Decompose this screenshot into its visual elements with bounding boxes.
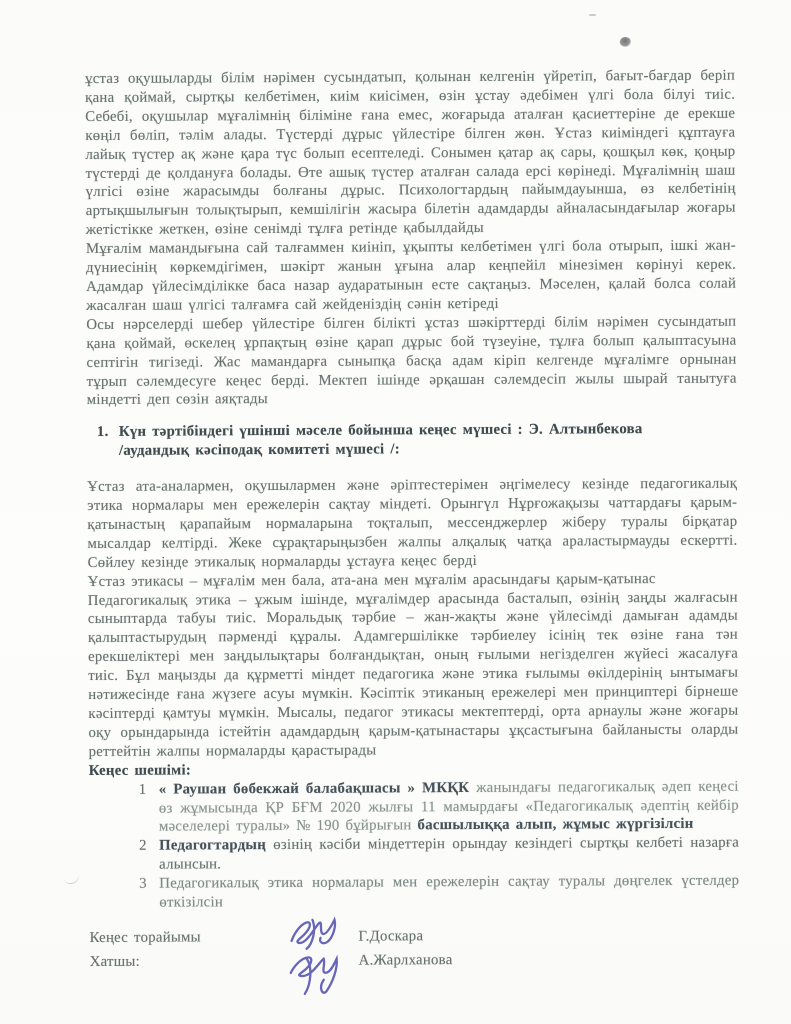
- agenda-item-line1: Күн тәртібіндегі үшінші мәселе бойынша кеңес мүшесі : Э. Алтынбекова: [118, 421, 643, 441]
- decision-item-1-text-faded: жанындағы педагогикалық әдеп кеңесі өз жұмысында ҚР БҒМ 2020 жылғы 11 мамырдағы «Педагогикалық әдептің кейбір мәселелері туралы» № 190 бұйрығын: [158, 778, 739, 836]
- body-paragraph-2: Мұғалім мамандығына сай талғаммен киініп, ұқыпты келбетімен үлгі бола отырып, ішкі жан-дүниесінің көркемдігімен, шәкірт жанын ұғына алар кеңпейіл мінезімен көрінуі керек. Адамдар үйлесімділікке баса назар аударатынын есте сақтаңыз. Мәселен, қалай болса солай жасалған шаш үлгісі талғамға сай жейденіздің сәнін кетіреді: [85, 237, 737, 314]
- scan-artifact-dash: [589, 14, 596, 16]
- secretary-name: А.Жарлханова: [358, 952, 453, 970]
- decision-item-2-text-bold-lead: Педагогтардың: [159, 837, 267, 854]
- agenda-item-number: 1.: [96, 424, 109, 441]
- body-paragraph-1: ұстаз оқушыларды білім нәрімен сусындатып, қолынан келгенін үйретіп, бағыт-бағдар беріп қана қоймай, сыртқы келбетімен, киім киісімен, өзін ұстау әдебімен үлгі бола білуі тиіс. Себебі, оқушылар мұғалімнің біліміне ғана емес, жоғарыда аталған қасиеттеріне де ерекше көңіл бөліп, тәлім алады. Түстерді дұрыс үйлестіре білген жөн. Ұстаз киіміндегі құптауға лайық түстер ақ және қара түс болып есептеледі. Сонымен қатар ақ сары, қошқыл көк, қоңыр түстерді де қолдануға болады. Өте ашық түстер аталған салада ерсі көрінеді. Мұғалімнің шаш үлгісі өзіне жарасымды болғаны дұрыс. Психологтардың пайымдауынша, өз келбетінің артықшылығын толықтырып, кемшілігін жасыра білетін адамдарды айналасындағылар жоғары жетістікке жеткен, өзіне сенімді тұлға ретінде қабылдайды: [85, 67, 736, 239]
- margin-pencil-mark: [63, 872, 80, 885]
- decision-item-1-text-bold-tail: басшылыққа алып, жұмыс жүргізілсін: [411, 816, 694, 834]
- decision-item-2-number: 2: [139, 838, 147, 855]
- chair-name: Г.Доскара: [358, 928, 424, 945]
- decision-heading: Кеңес шешімі:: [88, 762, 192, 779]
- agenda-item-line2: /аудандық кәсіподақ комитеті мүшесі /:: [118, 441, 400, 460]
- decision-list: [89, 777, 740, 913]
- decision-item-1-text-bold-lead: « Раушан бөбекжай балабақшасы » МКҚК: [158, 779, 470, 798]
- ink-smudge: [619, 35, 633, 48]
- document-text-block: [85, 67, 740, 975]
- body-paragraph-6: Педагогикалық этика – ұжым ішінде, мұғалімдер арасында басталып, өзінің заңды жалғасын сыныптарда табуы тиіс. Моральдық тәрбие – жан-жақты және үйлесімді дамыған адамды қалыптастырудың пәрменді құралы. Адамгершілікке тәрбиелеу ісінің тек өзіне ғана тән ерекшеліктері мен заңдылықтары болғандықтан, оның ғылыми негізделген жүйесі жасалуға тиіс. Бұл маңызды да құрметті міндет педагогика және этика ғылымы өкілдерінің ынтымағы нәтижесінде ғана жүзеге асуы мүмкін. Кәсіптік этиканың ережелері мен принциптері бірнеше кәсіптерді қамтуы мүмкін. Мысалы, педагог этикасы мектептерді, орта арнаулы және жоғары оқу орындарында істейтін адамдардың қарым-қатынастары ұқсастығына байланысты оларды реттейтін жалпы нормаларды қарастырады: [87, 589, 739, 760]
- decision-item-2: [137, 834, 739, 875]
- body-paragraph-5: Ұстаз этикасы – мұғалім мен бала, ата-ана мен мұғалім арасындағы қарым-қатынас: [87, 570, 656, 590]
- chair-signature-row: [89, 923, 739, 951]
- agenda-item-heading: [97, 420, 737, 461]
- decision-item-2-text: өзінің кәсіби міндеттерін орындау кезіндегі сыртқы келбеті назарға алынсын.: [159, 834, 740, 873]
- body-paragraph-3: Осы нәрселерді шебер үйлестіре білген білікті ұстаз шәкірттерді білім нәрімен сусындатып қана қоймай, өскелең ұрпақтың өзіне қарап дұрыс бой түзеуіне, тұлға болып қалыптасуына септігін тигізеді. Жас мамандарға сыныпқа басқа адам кіріп келгенде мұғалімге орнынан тұрып сәлемдесуге кеңес берді. Мектеп ішінде әрқашан сәлемдесіп жылы шырай танытуға міндетті деп сөзін аяқтады: [86, 313, 737, 409]
- body-paragraph-4: Ұстаз ата-аналармен, оқушылармен және әріптестерімен әңгімелесу кезінде педагогикалық этика нормалары мен ережелерін сақтау міндеті. Орынгүл Нұрғожақызы чаттардағы қарым-қатынастың қарапайым нормаларына тоқталып, мессенджерлер жіберу туралы бірқатар мысалдар келтірді. Жеке сұрақтарыңызбен жалпы алқалық чатқа араластырмауды ескертті. Сөйлеу кезінде этикалық нормаларды ұстауға кеңес берді: [87, 475, 738, 571]
- decision-item-3: [137, 872, 739, 913]
- secretary-label: Хатшы:: [89, 954, 141, 971]
- signature-ink: [281, 913, 361, 1005]
- decision-item-3-text: Педагогикалық этика нормалары мен ережелерін сақтау туралы дөңгелек үстелдер өткізілсін: [159, 872, 740, 911]
- decision-item-1: [137, 777, 739, 837]
- signature-block: [89, 923, 739, 975]
- chair-label: Кеңес торайымы: [89, 929, 201, 946]
- decision-item-3-number: 3: [139, 875, 147, 892]
- secretary-signature-row: [90, 947, 740, 975]
- decision-item-1-number: 1: [138, 781, 147, 798]
